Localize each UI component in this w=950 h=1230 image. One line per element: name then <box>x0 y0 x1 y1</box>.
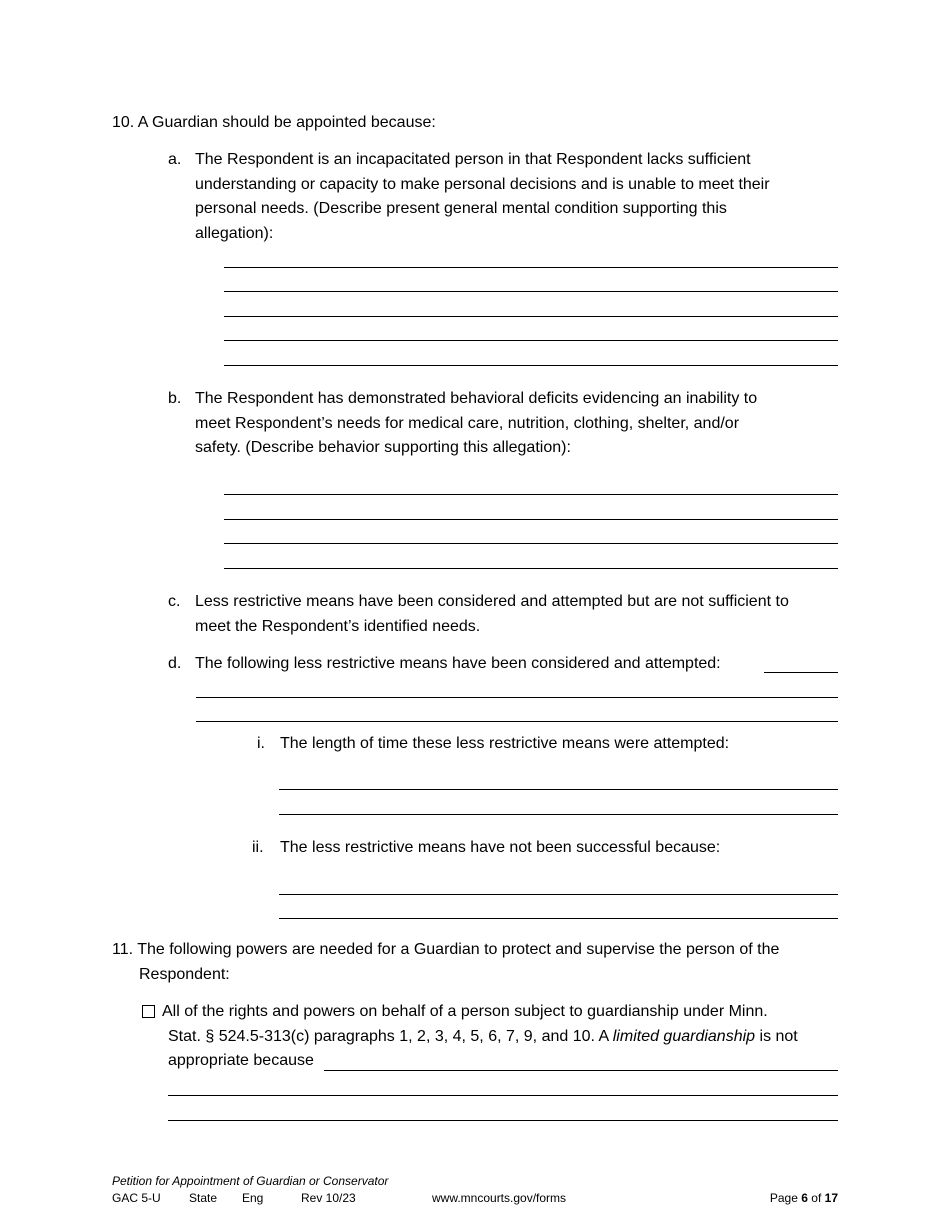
q10b-marker: b. <box>168 390 182 407</box>
q11-heading-line-2: Respondent: <box>139 965 230 983</box>
footer-form-code: GAC 5-U <box>112 1191 161 1205</box>
q10c-line-2: meet the Respondent’s identified needs. <box>195 617 481 635</box>
footer-page-label: Page <box>769 1191 798 1205</box>
q11-option-line-2-italic: limited guardianship <box>612 1027 756 1045</box>
q10b-line-2: meet Respondent’s needs for medical care, nutrition, clothing, shelter, and/or <box>195 414 740 432</box>
q10b-answer-line-2[interactable] <box>224 519 838 520</box>
q10d-answer-line-2[interactable] <box>196 721 838 722</box>
q11-answer-line-2[interactable] <box>168 1120 838 1121</box>
q10a-answer-line-1[interactable] <box>224 267 838 268</box>
q10a-line-4: allegation): <box>195 224 274 242</box>
q10-heading: 10. A Guardian should be appointed because: <box>112 114 436 131</box>
q11-answer-line-1[interactable] <box>168 1095 838 1096</box>
q10c-line-1: Less restrictive means have been considered and attempted but are not sufficient to <box>195 593 789 610</box>
footer-title: Petition for Appointment of Guardian or Conservator <box>112 1174 389 1188</box>
q10a-answer-line-3[interactable] <box>224 316 838 317</box>
q10d-answer-line-1[interactable] <box>196 697 838 698</box>
q11-inline-answer-line[interactable] <box>324 1070 838 1071</box>
q10a-answer-line-2[interactable] <box>224 291 838 292</box>
q10a-line-3: personal needs. (Describe present general mental condition supporting this <box>195 200 727 217</box>
q11-option-line-2-post: is not <box>755 1027 798 1045</box>
q10d-ii-text: The less restrictive means have not been successful because: <box>280 839 721 856</box>
q10b-line-1: The Respondent has demonstrated behavioral deficits evidencing an inability to <box>195 390 758 407</box>
footer-page-total: 17 <box>824 1191 838 1205</box>
footer-jurisdiction: State <box>189 1191 218 1205</box>
footer-website[interactable]: www.mncourts.gov/forms <box>432 1191 567 1205</box>
q10b-answer-line-4[interactable] <box>224 568 838 569</box>
q10d-ii-answer-line-2[interactable] <box>279 918 838 919</box>
q10d-i-answer-line-2[interactable] <box>279 814 838 815</box>
q10d-i-answer-line-1[interactable] <box>279 789 838 790</box>
footer-page-current: 6 <box>801 1191 808 1205</box>
footer-page-number <box>770 1190 838 1206</box>
footer-revision: Rev 10/23 <box>301 1191 356 1205</box>
q10a-marker: a. <box>168 151 182 168</box>
q11-heading-line-1: 11. The following powers are needed for a Guardian to protect and supervise the person of the <box>112 941 780 958</box>
q11-option-line-3: appropriate because <box>168 1052 314 1069</box>
q10d-text: The following less restrictive means have been considered and attempted: <box>195 655 721 672</box>
q10d-inline-answer-line[interactable] <box>764 672 838 673</box>
q11-option-line-2-pre: Stat. § 524.5-313(c) paragraphs 1, 2, 3, 4, 5, 6, 7, 9, and 10. A <box>168 1027 613 1045</box>
q10a-answer-line-5[interactable] <box>224 365 838 366</box>
q10d-i-text: The length of time these less restrictive means were attempted: <box>280 735 730 752</box>
q11-option-line-1: All of the rights and powers on behalf of a person subject to guardianship under Minn. <box>162 1003 768 1020</box>
q10d-ii-answer-line-1[interactable] <box>279 894 838 895</box>
q10a-line-2: understanding or capacity to make personal decisions and is unable to meet their <box>195 175 770 193</box>
q10b-line-3: safety. (Describe behavior supporting this allegation): <box>195 439 571 456</box>
q10b-answer-line-1[interactable] <box>224 494 838 495</box>
q10d-marker: d. <box>168 655 182 672</box>
q10a-line-1: The Respondent is an incapacitated person in that Respondent lacks sufficient <box>195 151 751 168</box>
q11-full-powers-checkbox[interactable] <box>142 1005 155 1018</box>
q10a-answer-line-4[interactable] <box>224 340 838 341</box>
q10b-answer-line-3[interactable] <box>224 543 838 544</box>
q11-option-line-2 <box>168 1025 798 1050</box>
q10d-i-marker: i. <box>257 735 265 752</box>
q10d-ii-marker: ii. <box>252 839 264 856</box>
q10c-marker: c. <box>168 593 181 610</box>
footer-page-of: of <box>811 1191 822 1205</box>
footer-language: Eng <box>242 1191 264 1205</box>
